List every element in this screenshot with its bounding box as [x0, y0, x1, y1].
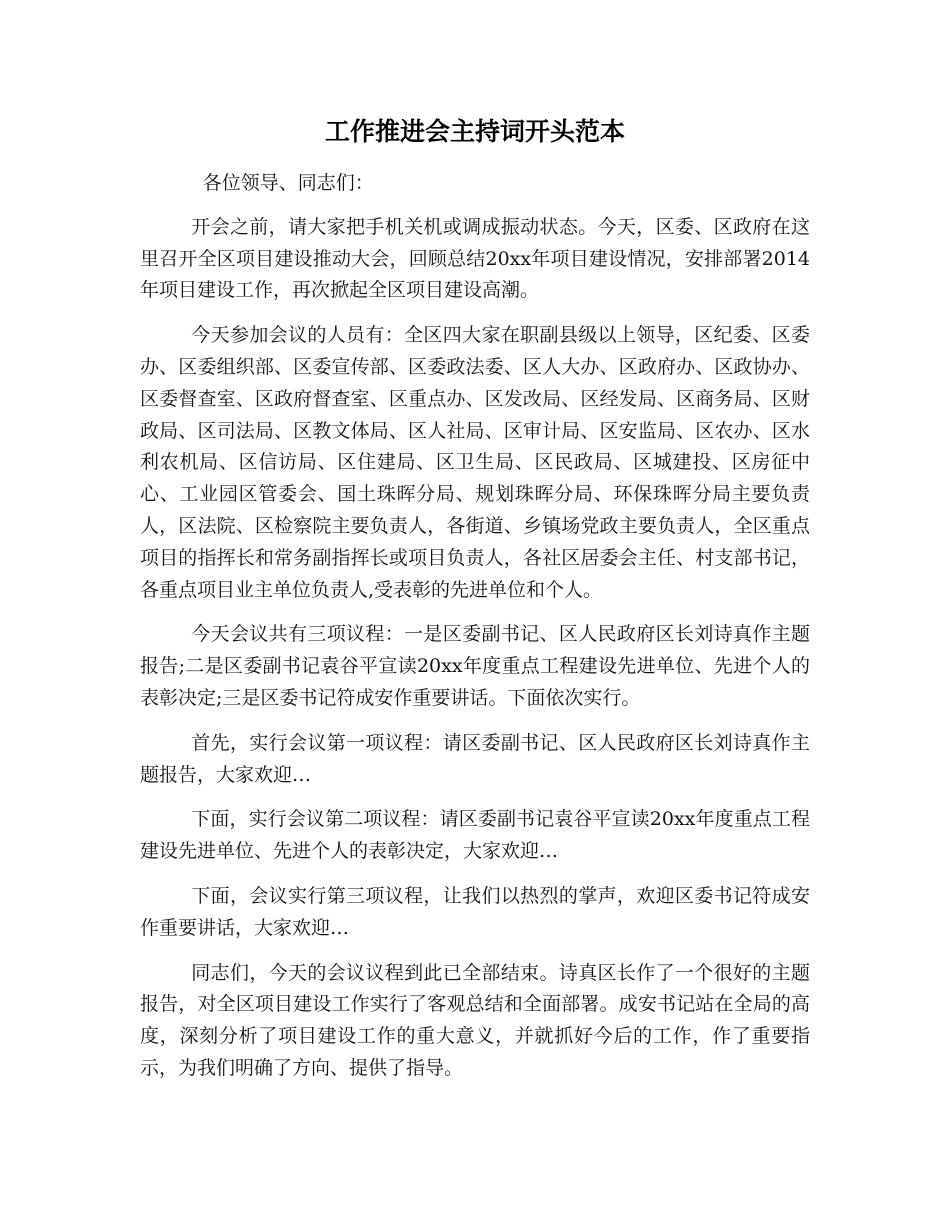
paragraph-item-three: 下面，会议实行第三项议程，让我们以热烈的掌声，欢迎区委书记符成安作重要讲话，大家欢迎…	[140, 884, 810, 939]
salutation: 各位领导、同志们：	[202, 172, 374, 194]
document-body	[140, 168, 810, 1098]
paragraph-opening: 开会之前，请大家把手机关机或调成振动状态。今天，区委、区政府在这里召开全区项目建设推动大会，回顾总结20xx年项目建设情况，安排部署2014年项目建设工作，再次掀起全区项目建设高潮。	[140, 215, 810, 302]
paragraph-attendees: 今天参加会议的人员有：全区四大家在职副县级以上领导，区纪委、区委办、区委组织部、区委宣传部、区委政法委、区人大办、区政府办、区政协办、区委督查室、区政府督查室、区重点办、区发改局、区经发局、区商务局、区财政局、区司法局、区教文体局、区人社局、区审计局、区安监局、区农办、区水利农机局、区信访局、区住建局、区卫生局、区民政局、区城建投、区房征中心、工业园区管委会、国土珠晖分局、规划珠晖分局、环保珠晖分局主要负责人，区法院、区检察院主要负责人，各街道、乡镇场党政主要负责人，全区重点项目的指挥长和常务副指挥长或项目负责人，各社区居委会主任、村支部书记，各重点项目业主单位负责人,受表彰的先进单位和个人。	[140, 324, 810, 601]
paragraph-item-one: 首先，实行会议第一项议程：请区委副书记、区人民政府区长刘诗真作主题报告，大家欢迎…	[140, 731, 810, 786]
paragraph-closing: 同志们，今天的会议议程到此已全部结束。诗真区长作了一个很好的主题报告，对全区项目建设工作实行了客观总结和全面部署。成安书记站在全局的高度，深刻分析了项目建设工作的重大意义，并就抓好今后的工作，作了重要指示，为我们明确了方向、提供了指导。	[140, 961, 810, 1079]
paragraph-agenda: 今天会议共有三项议程：一是区委副书记、区人民政府区长刘诗真作主题报告;二是区委副书记袁谷平宣读20xx年度重点工程建设先进单位、先进个人的表彰决定;三是区委书记符成安作重要讲话。下面依次实行。	[140, 623, 810, 709]
document-title: 工作推进会主持词开头范本	[324, 117, 625, 146]
paragraph-item-two: 下面，实行会议第二项议程：请区委副书记袁谷平宣读20xx年度重点工程建设先进单位、先进个人的表彰决定，大家欢迎…	[140, 808, 810, 863]
